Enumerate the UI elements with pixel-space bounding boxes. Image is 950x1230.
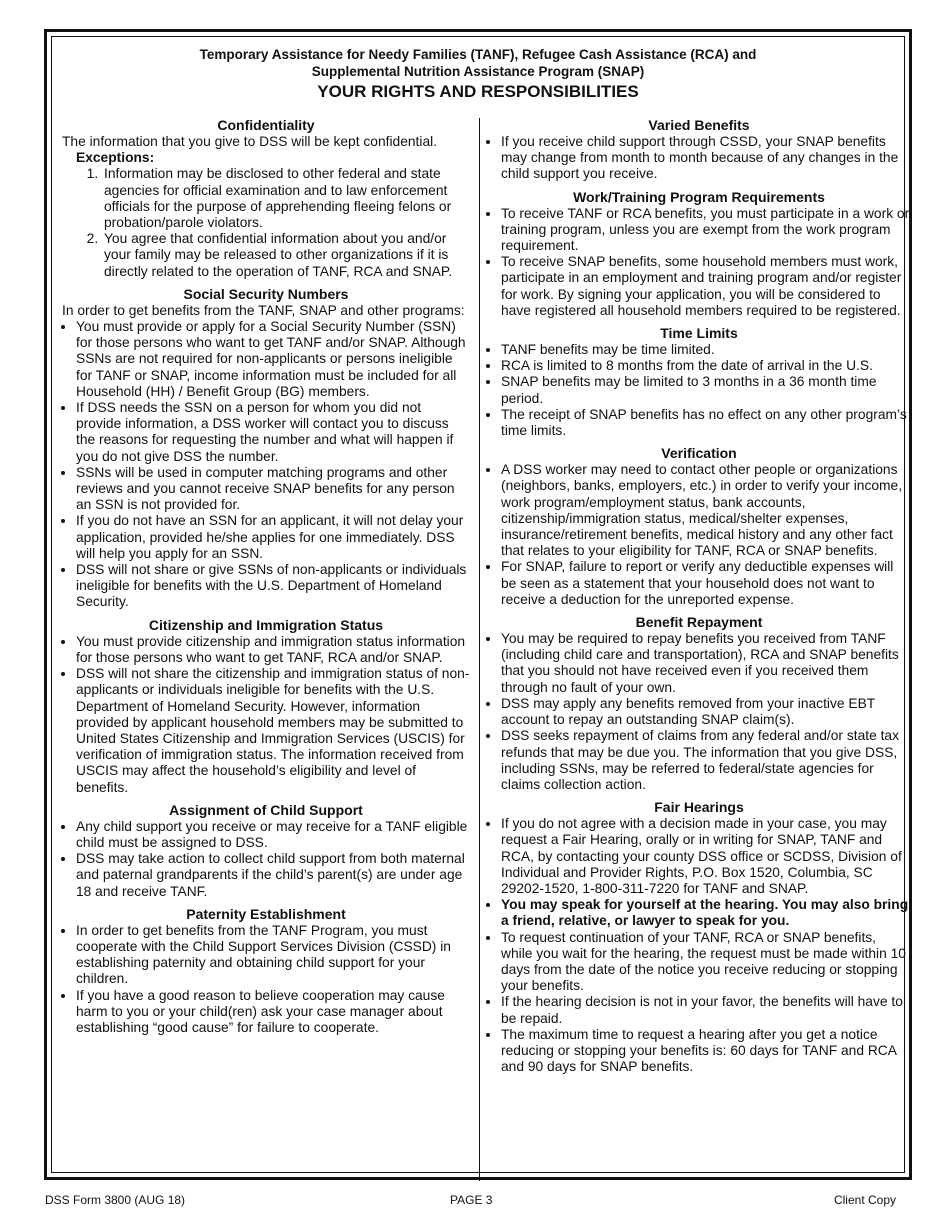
confidentiality-intro: The information that you give to DSS will be kept confidential.: [62, 134, 438, 149]
work-training-list: [487, 206, 911, 319]
list-item: • DSS may apply any benefits removed from your inactive EBT account to repay an outstanding SNAP claim(s).: [501, 696, 911, 728]
confidentiality-heading: Confidentiality: [217, 117, 315, 133]
list-item: • SSNs will be used in computer matching programs and other reviews and you cannot receive SNAP benefits for any person an SSN is not provided for.: [76, 465, 470, 514]
ssn-intro: In order to get benefits from the TANF, SNAP and other programs:: [62, 302, 465, 318]
verification-heading: Verification: [661, 445, 737, 462]
varied-benefits-list: [487, 134, 911, 183]
list-item: • A DSS worker may need to contact other people or organizations (neighbors, banks, employers, etc.) in order to verify your income, work program/employment status, bank accounts, citizenship/immigration status, medical/shelter expenses, insurance/retirement benefits, medical history and any other fact that relates to your eligibility for TANF, RCA or SNAP benefits.: [501, 462, 911, 559]
exceptions-label: Exceptions:: [76, 150, 155, 166]
document-header: [52, 37, 904, 103]
column-divider: [479, 118, 480, 1181]
child-support-heading: Assignment of Child Support: [169, 801, 363, 818]
list-item: • If you do not have an SSN for an applicant, it will not delay your application, provided he/she applies for one immediately. DSS will help you apply for an SSN.: [76, 513, 470, 562]
list-item: • If you have a good reason to believe cooperation may cause harm to you or your child(ren) ask your case manager about establishing “good cause” for failure to cooperate.: [76, 988, 470, 1037]
list-item: • You must provide or apply for a Social Security Number (SSN) for those persons who want to get TANF and/or SNAP. Although SSNs are not required for non-applicants or persons ineligible for TANF or SNAP, income information must be included for all Household (HH) / Benefit Group (BG) members.: [76, 319, 470, 400]
list-item-emphasis: • You may speak for yourself at the hearing. You may also bring a friend, relative, or lawyer to speak for you.: [501, 897, 911, 929]
list-item: • DSS seeks repayment of claims from any federal and/or state tax refunds that may be due you. The information that you give DSS, including SSNs, may be referred to federal/state agencies for claims collection action.: [501, 728, 911, 793]
list-item: • If DSS needs the SSN on a person for whom you did not provide information, a DSS worker will contact you to discuss the reasons for requesting the number and what will happen if you do not give DSS the number.: [76, 400, 470, 465]
citizenship-list: [62, 634, 470, 796]
list-item: • DSS will not share or give SSNs of non-applicants or individuals ineligible for benefits with the U.S. Department of Homeland Security.: [76, 562, 470, 611]
paternity-list: [62, 923, 470, 1036]
work-training-heading: Work/Training Program Requirements: [573, 188, 825, 205]
footer-page-number: PAGE 3: [450, 1193, 493, 1207]
left-column: [62, 117, 470, 1036]
list-item: 1. Information may be disclosed to other federal and state agencies for official examination and to law enforcement officials for the purpose of apprehending fleeing felons or probation/parole violators.: [102, 166, 470, 231]
right-column: [487, 117, 911, 1075]
list-item: • DSS may take action to collect child support from both maternal and paternal grandparents if the child’s parent(s) are under age 18 and receive TANF.: [76, 851, 470, 900]
varied-benefits-heading: Varied Benefits: [648, 117, 750, 133]
child-support-list: [62, 819, 470, 900]
list-item: • If the hearing decision is not in your favor, the benefits will have to be repaid.: [501, 994, 911, 1026]
footer-copy-label: Client Copy: [833, 1193, 896, 1207]
fair-hearings-heading: Fair Hearings: [654, 799, 744, 816]
exceptions-list: [62, 166, 470, 279]
list-item: 2. You agree that confidential information about you and/or your family may be released to other organizations if it is directly related to the operation of TANF, RCA and SNAP.: [102, 231, 470, 280]
time-limits-list: [487, 342, 911, 439]
benefit-repayment-list: [487, 631, 911, 793]
list-item: • In order to get benefits from the TANF Program, you must cooperate with the Child Support Services Division (CSSD) in establishing paternity and obtaining child support for your children.: [76, 923, 470, 988]
list-item: • To request continuation of your TANF, RCA or SNAP benefits, while you wait for the hearing, the request must be made within 10 days from the date of the notice you receive reducing or stopping your benefits.: [501, 930, 911, 995]
time-limits-heading: Time Limits: [660, 325, 738, 342]
list-item: • SNAP benefits may be limited to 3 months in a 36 month time period.: [501, 374, 911, 406]
fair-hearings-list: [487, 816, 911, 1075]
verification-list: [487, 462, 911, 608]
list-item: • DSS will not share the citizenship and immigration status of non-applicants or individuals ineligible for benefits with the U.S. Department of Homeland Security. However, information provided by applicant household members may be submitted to United States Citizenship and Immigration Services (USCIS) for verification of immigration status. The information received from USCIS may affect the household’s eligibility and level of benefits.: [76, 666, 470, 796]
list-item: • If you do not agree with a decision made in your case, you may request a Fair Hearing, orally or in writing for SNAP, TANF and RCA, by contacting your county DSS office or SCDSS, Division of Individual and Provider Rights, P.O. Box 1520, Columbia, SC 29202-1520, 1-800-311-7220 for TANF and SNAP.: [501, 816, 911, 897]
footer-form-number: DSS Form 3800 (AUG 18): [45, 1193, 186, 1207]
list-item: • To receive TANF or RCA benefits, you must participate in a work or training program, unless you are exempt from the work program requirement.: [501, 206, 911, 255]
page-title: YOUR RIGHTS AND RESPONSIBILITIES: [317, 82, 639, 101]
list-item: • To receive SNAP benefits, some household members must work, participate in an employment and training program and/or register for work. By signing your application, you will be considered to have registered all household members required to be registered.: [501, 254, 911, 319]
header-subtitle-line2: Supplemental Nutrition Assistance Program (SNAP): [311, 64, 645, 79]
paternity-heading: Paternity Establishment: [186, 905, 346, 922]
list-item: • If you receive child support through CSSD, your SNAP benefits may change from month to month because of any changes in the child support you receive.: [501, 134, 911, 183]
list-item: • TANF benefits may be time limited.: [501, 342, 911, 358]
header-subtitle-line1: Temporary Assistance for Needy Families (TANF), Refugee Cash Assistance (RCA) and: [199, 47, 757, 62]
list-item: • You may be required to repay benefits you received from TANF (including child care and transportation), RCA and SNAP benefits that you should not have received even if you received them through no fault of your own.: [501, 631, 911, 696]
list-item: • For SNAP, failure to report or verify any deductible expenses will be seen as a statement that your household does not want to receive a deduction for the unreported expense.: [501, 559, 911, 608]
list-item: • RCA is limited to 8 months from the date of arrival in the U.S.: [501, 358, 911, 374]
citizenship-heading: Citizenship and Immigration Status: [148, 616, 384, 633]
ssn-heading: Social Security Numbers: [183, 285, 349, 302]
list-item: • Any child support you receive or may receive for a TANF eligible child must be assigned to DSS.: [76, 819, 470, 851]
list-item: • The maximum time to request a hearing after you get a notice reducing or stopping your benefits is: 60 days for TANF and RCA and 90 days for SNAP benefits.: [501, 1027, 911, 1076]
ssn-list: [62, 319, 470, 611]
page-frame: [44, 29, 912, 1180]
page-inner-border: [51, 36, 910, 1173]
list-item: • You must provide citizenship and immigration status information for those persons who want to get TANF, RCA and/or SNAP.: [76, 634, 470, 666]
benefit-repayment-heading: Benefit Repayment: [635, 614, 763, 631]
list-item: • The receipt of SNAP benefits has no effect on any other program’s time limits.: [501, 407, 911, 439]
